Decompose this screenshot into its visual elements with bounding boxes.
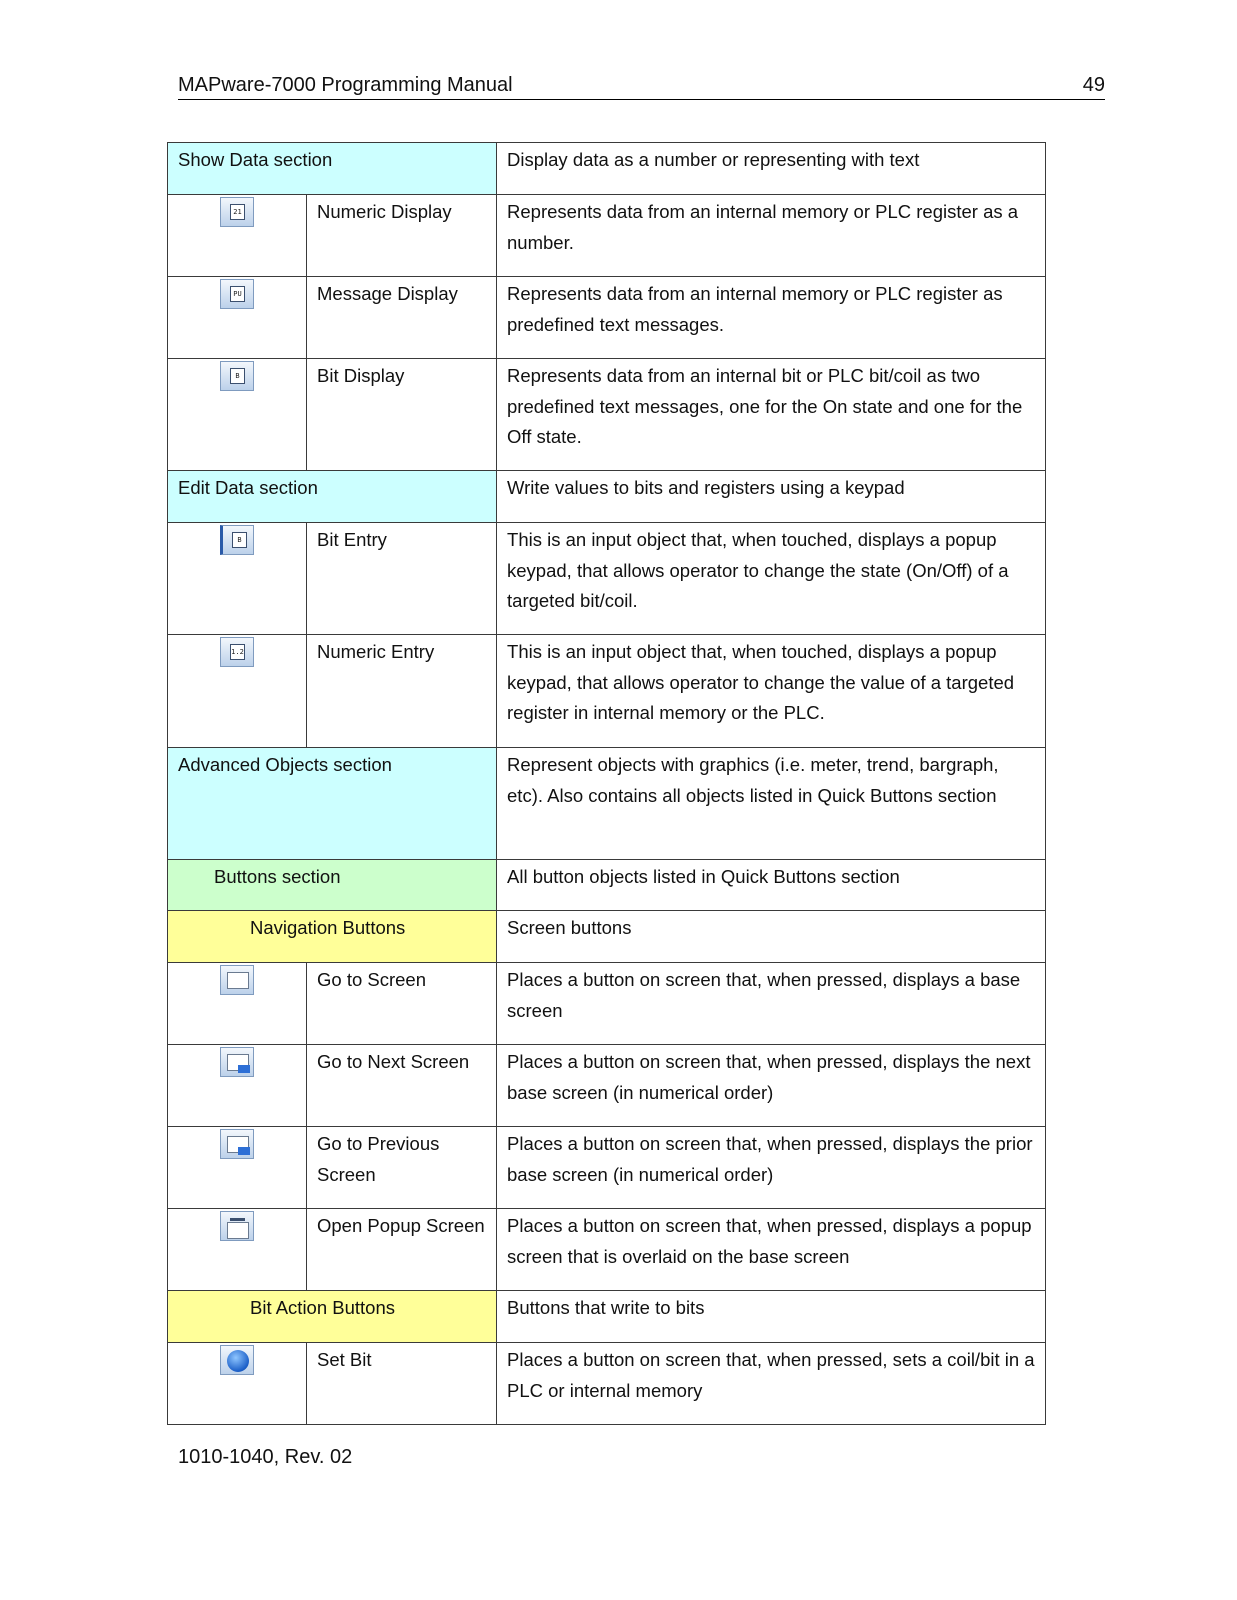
object-name: Go to Previous Screen — [307, 1127, 497, 1209]
table-row — [168, 359, 1046, 471]
table-row — [168, 635, 1046, 748]
object-name: Go to Next Screen — [307, 1045, 497, 1127]
section-row-bit-action — [168, 1291, 1046, 1343]
table-row — [168, 963, 1046, 1045]
table-row — [168, 277, 1046, 359]
object-name: Bit Display — [307, 359, 497, 471]
object-name: Go to Screen — [307, 963, 497, 1045]
table-row — [168, 1127, 1046, 1209]
numeric-display-icon: 21 — [220, 197, 254, 227]
table-row — [168, 195, 1046, 277]
table-row — [168, 1209, 1046, 1291]
page-number: 49 — [1082, 74, 1105, 96]
bit-display-icon: B — [220, 361, 254, 391]
section-description: Buttons that write to bits — [497, 1291, 1046, 1343]
object-description: This is an input object that, when touched, displays a popup keypad, that allows operator to change the value of a targeted register in internal memory or the PLC. — [497, 635, 1046, 748]
object-description: Places a button on screen that, when pressed, displays a popup screen that is overlaid on the base screen — [497, 1209, 1046, 1291]
go-to-screen-icon — [220, 965, 254, 995]
section-row-advanced — [168, 748, 1046, 860]
section-description: Display data as a number or representing with text — [497, 143, 1046, 195]
set-bit-icon — [220, 1345, 254, 1375]
numeric-entry-icon: 1.2 — [220, 637, 254, 667]
object-description: Represents data from an internal memory or PLC register as a number. — [497, 195, 1046, 277]
section-label: Buttons section — [168, 860, 497, 911]
object-name: Message Display — [307, 277, 497, 359]
objects-table — [167, 142, 1046, 1425]
object-description: Places a button on screen that, when pressed, displays the next base screen (in numerical order) — [497, 1045, 1046, 1127]
section-row-show-data — [168, 143, 1046, 195]
open-popup-screen-icon — [220, 1211, 254, 1241]
object-description: This is an input object that, when touched, displays a popup keypad, that allows operator to change the state (On/Off) of a targeted bit/coil. — [497, 523, 1046, 635]
section-description: Represent objects with graphics (i.e. meter, trend, bargraph, etc). Also contains all objects listed in Quick Buttons section — [497, 748, 1046, 860]
section-label: Advanced Objects section — [168, 748, 497, 860]
object-name: Numeric Display — [307, 195, 497, 277]
object-name: Numeric Entry — [307, 635, 497, 748]
object-name: Bit Entry — [307, 523, 497, 635]
section-description: Write values to bits and registers using a keypad — [497, 471, 1046, 523]
object-description: Represents data from an internal memory or PLC register as predefined text messages. — [497, 277, 1046, 359]
section-row-navigation — [168, 911, 1046, 963]
object-name: Set Bit — [307, 1343, 497, 1425]
go-to-previous-screen-icon — [220, 1129, 254, 1159]
manual-title: MAPware-7000 Programming Manual — [178, 74, 513, 96]
object-name: Open Popup Screen — [307, 1209, 497, 1291]
section-row-buttons — [168, 860, 1046, 911]
section-description: Screen buttons — [497, 911, 1046, 963]
section-label: Show Data section — [168, 143, 497, 195]
message-display-icon: PU — [220, 279, 254, 309]
page-header — [178, 72, 1105, 100]
section-label: Bit Action Buttons — [168, 1291, 497, 1343]
section-description: All button objects listed in Quick Buttons section — [497, 860, 1046, 911]
object-description: Represents data from an internal bit or PLC bit/coil as two predefined text messages, one for the On state and one for the Off state. — [497, 359, 1046, 471]
section-label: Edit Data section — [168, 471, 497, 523]
table-row — [168, 1343, 1046, 1425]
object-description: Places a button on screen that, when pressed, displays the prior base screen (in numerical order) — [497, 1127, 1046, 1209]
section-row-edit-data — [168, 471, 1046, 523]
go-to-next-screen-icon — [220, 1047, 254, 1077]
object-description: Places a button on screen that, when pressed, displays a base screen — [497, 963, 1046, 1045]
table-row — [168, 1045, 1046, 1127]
section-label: Navigation Buttons — [168, 911, 497, 963]
bit-entry-icon: B — [220, 525, 254, 555]
footer-doc-id: 1010-1040, Rev. 02 — [178, 1446, 353, 1468]
object-description: Places a button on screen that, when pressed, sets a coil/bit in a PLC or internal memory — [497, 1343, 1046, 1425]
table-row — [168, 523, 1046, 635]
